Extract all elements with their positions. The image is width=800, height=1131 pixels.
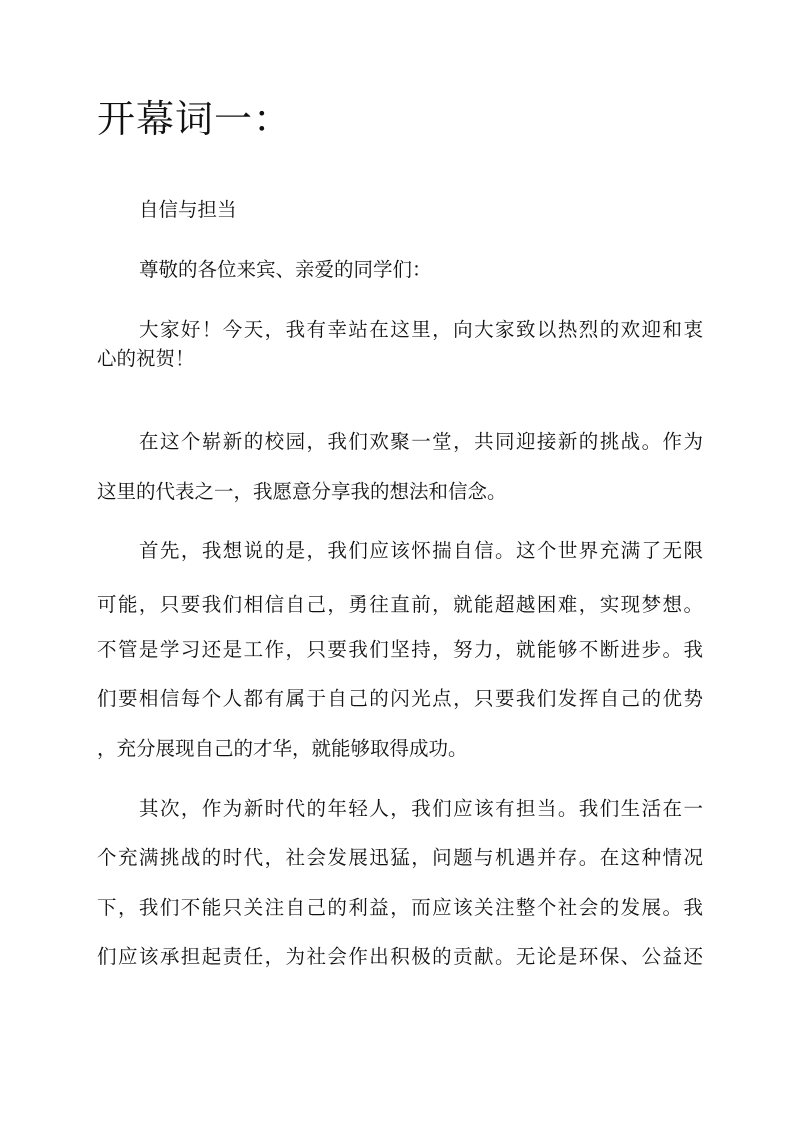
paragraph-line: 个充满挑战的时代，社会发展迅猛，问题与机遇并存。在这种情况	[97, 846, 703, 869]
paragraph-line: 其次，作为新时代的年轻人，我们应该有担当。我们生活在一	[139, 797, 703, 820]
page-title: 开幕词一：	[97, 97, 293, 141]
paragraph-line: 大家好！今天，我有幸站在这里，向大家致以热烈的欢迎和衷	[139, 318, 703, 341]
salutation-line: 尊敬的各位来宾、亲爱的同学们：	[139, 258, 432, 281]
paragraph-line: 首先，我想说的是，我们应该怀揣自信。这个世界充满了无限	[139, 539, 703, 562]
paragraph-line: 不管是学习还是工作，只要我们坚持，努力，就能够不断进步。我	[97, 638, 703, 661]
paragraph-line: 心的祝贺！	[97, 347, 195, 370]
paragraph-line: 下，我们不能只关注自己的利益，而应该关注整个社会的发展。我	[97, 896, 703, 919]
paragraph-line: ，充分展现自己的才华，就能够取得成功。	[97, 737, 468, 760]
speech-subtitle: 自信与担当	[139, 198, 237, 221]
paragraph-line: 可能，只要我们相信自己，勇往直前，就能超越困难，实现梦想。	[97, 593, 703, 616]
paragraph-line: 这里的代表之一，我愿意分享我的想法和信念。	[97, 480, 507, 503]
paragraph-line: 们应该承担起责任，为社会作出积极的贡献。无论是环保、公益还	[97, 945, 703, 968]
paragraph-line: 在这个崭新的校园，我们欢聚一堂，共同迎接新的挑战。作为	[139, 430, 703, 453]
paragraph-line: 们要相信每个人都有属于自己的闪光点，只要我们发挥自己的优势	[97, 687, 703, 710]
